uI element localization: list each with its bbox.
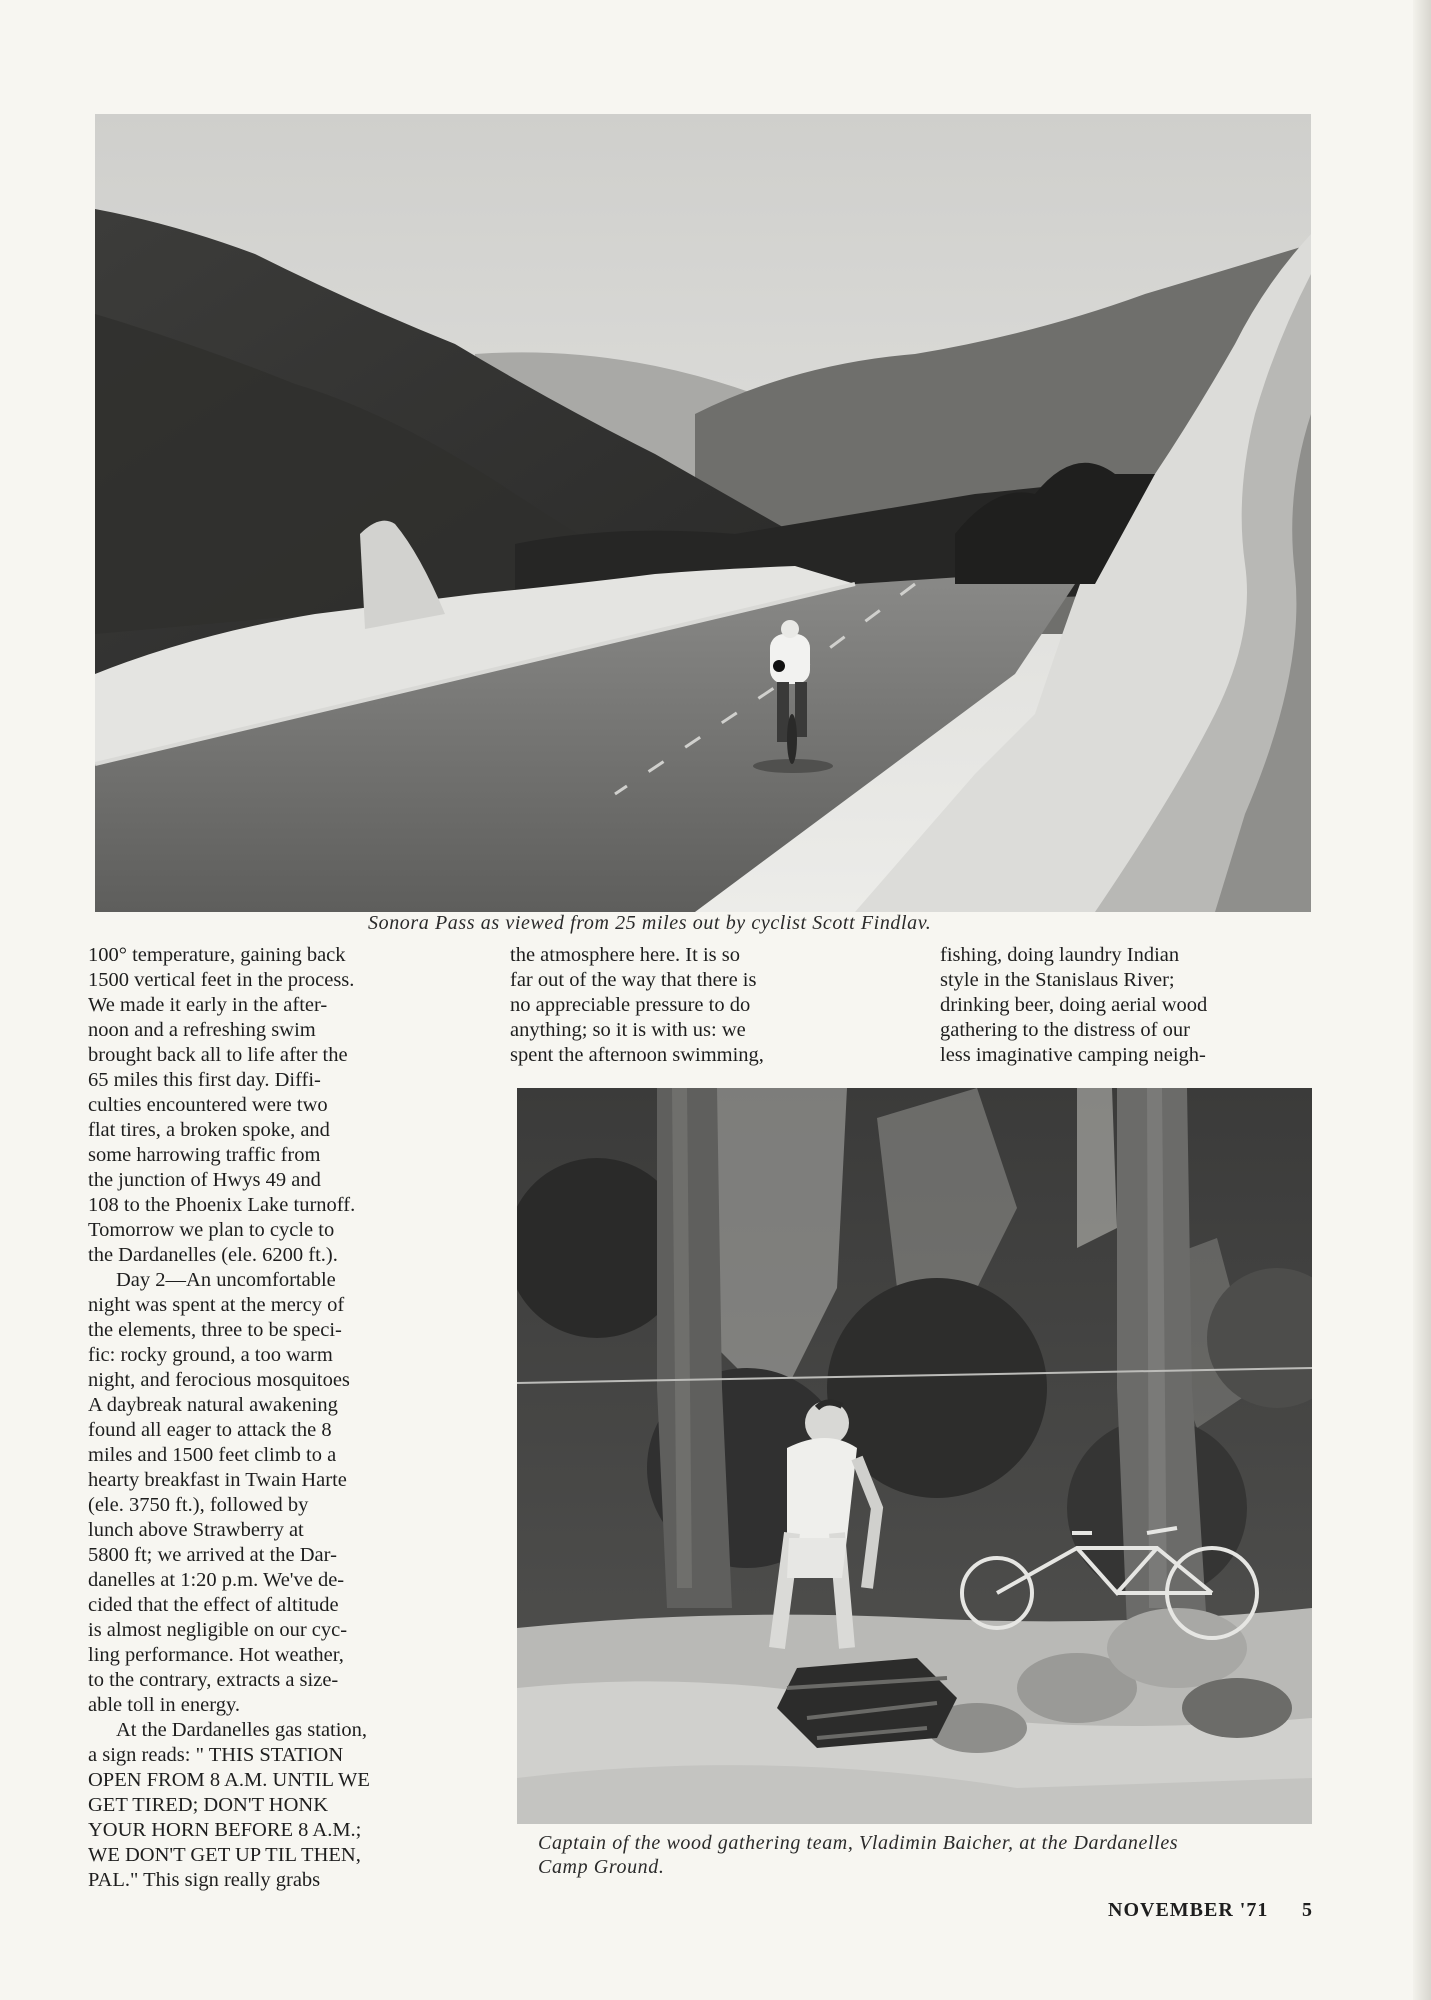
text-line: the junction of Hwys 49 and	[88, 1169, 321, 1191]
text-line: able toll in energy.	[88, 1694, 240, 1716]
text-line: spent the afternoon swimming,	[510, 1044, 764, 1066]
text-line: (ele. 3750 ft.), followed by	[88, 1494, 309, 1516]
text-line: 65 miles this first day. Diffi-	[88, 1069, 321, 1091]
text-line: 5800 ft; we arrived at the Dar-	[88, 1544, 337, 1566]
text-line: anything; so it is with us: we	[510, 1019, 746, 1041]
text-line: 108 to the Phoenix Lake turnoff.	[88, 1194, 356, 1216]
text-line: WE DON'T GET UP TIL THEN,	[88, 1844, 361, 1866]
text-line: miles and 1500 feet climb to a	[88, 1444, 337, 1466]
text-line: 100° temperature, gaining back	[88, 944, 346, 966]
text-line: OPEN FROM 8 A.M. UNTIL WE	[88, 1769, 370, 1791]
text-line: a sign reads: " THIS STATION	[88, 1744, 344, 1766]
page-edge-shadow	[1413, 0, 1431, 2000]
text-column-1	[88, 943, 418, 1893]
text-line: lunch above Strawberry at	[88, 1519, 304, 1541]
caption-line: Camp Ground.	[538, 1856, 665, 1878]
text-line: drinking beer, doing aerial wood	[940, 994, 1208, 1016]
text-line: is almost negligible on our cyc-	[88, 1619, 348, 1641]
text-line: gathering to the distress of our	[940, 1019, 1190, 1041]
text-line: hearty breakfast in Twain Harte	[88, 1469, 347, 1491]
text-line: brought back all to life after the	[88, 1044, 348, 1066]
text-line: flat tires, a broken spoke, and	[88, 1119, 330, 1141]
campground-wood-gathering-photo	[517, 1088, 1312, 1824]
text-line: night was spent at the mercy of	[88, 1294, 345, 1316]
issue-date: NOVEMBER '71	[1108, 1899, 1269, 1921]
text-line: night, and ferocious mosquitoes	[88, 1369, 350, 1391]
text-line: A daybreak natural awakening	[88, 1394, 338, 1416]
text-line: some harrowing traffic from	[88, 1144, 321, 1166]
text-column-2	[510, 943, 800, 1068]
text-line: culties encountered were two	[88, 1094, 328, 1116]
mountain-road-cyclist-image	[95, 114, 1311, 912]
bottom-photo-caption	[538, 1831, 1298, 1879]
caption-line: Captain of the wood gathering team, Vladimin Baicher, at the Dardanelles	[538, 1832, 1179, 1854]
text-line: cided that the effect of altitude	[88, 1594, 339, 1616]
text-line: YOUR HORN BEFORE 8 A.M.;	[88, 1819, 362, 1841]
text-line: found all eager to attack the 8	[88, 1419, 332, 1441]
text-line: the atmosphere here. It is so	[510, 944, 740, 966]
text-line: 1500 vertical feet in the process.	[88, 969, 355, 991]
text-line: noon and a refreshing swim	[88, 1019, 316, 1041]
text-line: PAL." This sign really grabs	[88, 1869, 321, 1891]
text-line: fishing, doing laundry Indian	[940, 944, 1180, 966]
page-number: 5	[1302, 1899, 1312, 1921]
text-line: style in the Stanislaus River;	[940, 969, 1175, 991]
column1-paragraph-1	[88, 943, 418, 1268]
text-line: GET TIRED; DON'T HONK	[88, 1794, 329, 1816]
text-line: At the Dardanelles gas station,	[116, 1719, 368, 1741]
text-line: We made it early in the after-	[88, 994, 328, 1016]
text-line: danelles at 1:20 p.m. We've de-	[88, 1569, 345, 1591]
text-line: far out of the way that there is	[510, 969, 757, 991]
text-line: ling performance. Hot weather,	[88, 1644, 344, 1666]
top-photo-caption: Sonora Pass as viewed from 25 miles out by cyclist Scott Findlav.	[368, 912, 932, 934]
text-line: the elements, three to be speci-	[88, 1319, 342, 1341]
mountain-road-cyclist-photo	[95, 114, 1311, 912]
text-line: no appreciable pressure to do	[510, 994, 751, 1016]
text-line: to the contrary, extracts a size-	[88, 1669, 339, 1691]
text-line: fic: rocky ground, a too warm	[88, 1344, 333, 1366]
column2-paragraph	[510, 943, 800, 1068]
column1-paragraph-3	[88, 1718, 418, 1893]
campground-wood-gathering-image	[517, 1088, 1312, 1824]
column1-paragraph-2	[88, 1268, 418, 1718]
text-line: Tomorrow we plan to cycle to	[88, 1219, 335, 1241]
column3-paragraph	[940, 943, 1280, 1068]
text-line: the Dardanelles (ele. 6200 ft.).	[88, 1244, 338, 1266]
text-column-3	[940, 943, 1280, 1068]
text-line: less imaginative camping neigh-	[940, 1044, 1206, 1066]
text-line: Day 2—An uncomfortable	[116, 1269, 336, 1291]
